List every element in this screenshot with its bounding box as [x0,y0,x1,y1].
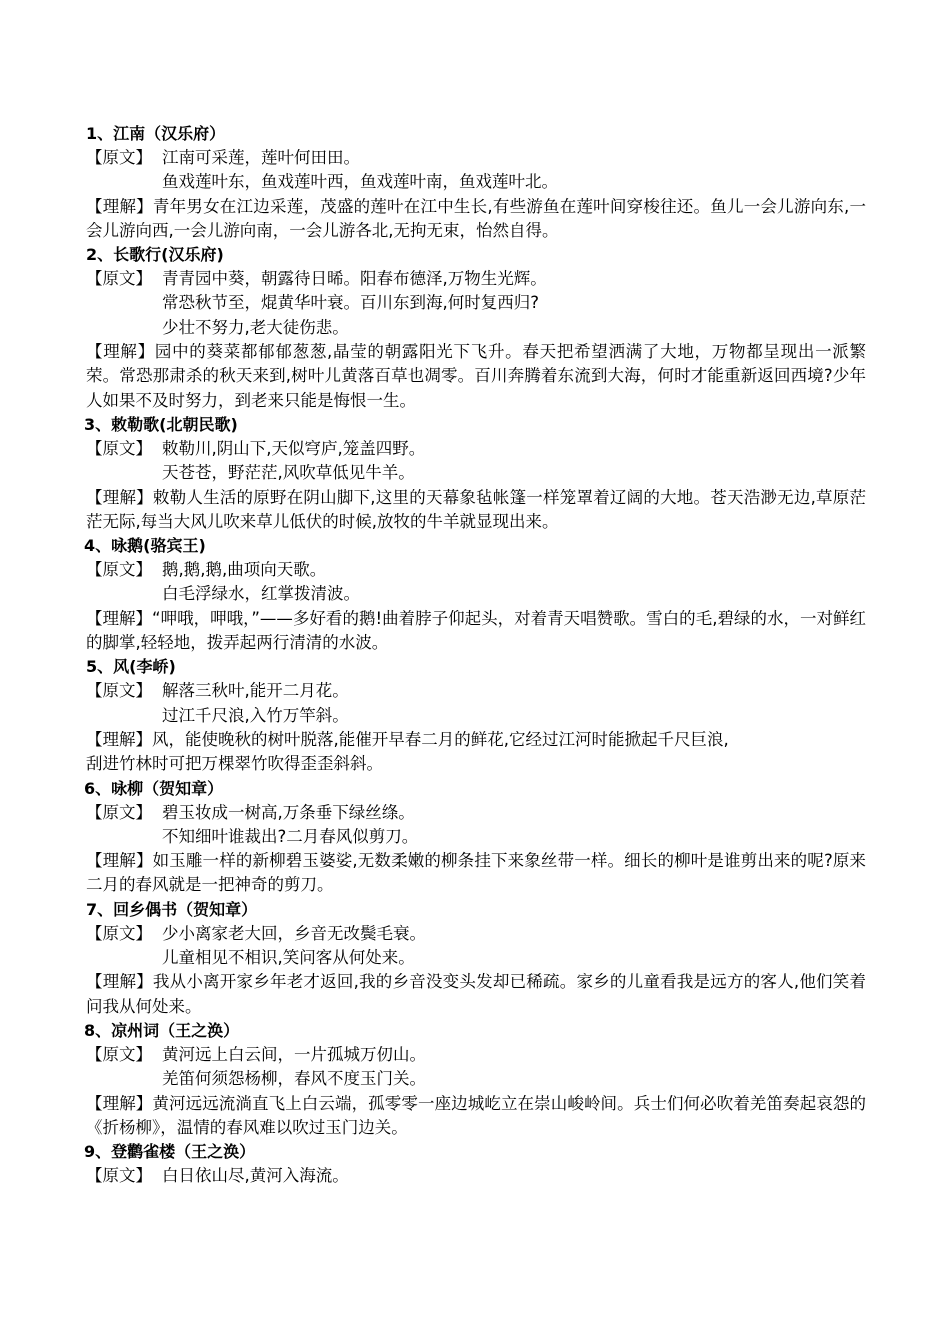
explanation-text [86,340,866,413]
poem-section [86,1019,866,1140]
original-label: 【原文】 [86,681,152,701]
explanation-body: 黄河远远流淌直飞上白云端，孤零零一座边城屹立在崇山峻岭间。兵士们何必吹着羌笛奏起哀怨的《折杨柳》，温情的春风难以吹过玉门边关。 [86,1093,867,1137]
original-text [86,558,866,582]
poem-section [86,655,866,776]
explanation-text [86,486,866,535]
poem-title: 1、江南（汉乐府） [86,124,226,143]
poem-section [86,243,866,413]
poem-list [86,122,866,1188]
explanation-body: 园中的葵菜都郁郁葱葱,晶莹的朝露阳光下飞升。春天把希望洒满了大地，万物都呈现出一派繁荣。常恐那肃杀的秋天来到,树叶儿黄落百草也凋零。百川奔腾着东流到大海，何时才能重新返回西境?少年人如果不及时努力，到老来只能是悔恨一生。 [86,342,867,410]
original-line: 白日依山尽,黄河入海流。 [162,1166,349,1186]
original-text [86,1043,866,1067]
poem-section [86,898,866,1019]
poem-title: 6、咏柳（贺知章） [84,778,224,798]
original-label: 【原文】 [86,148,152,167]
explanation-label: 【理解】 [86,851,153,871]
original-line: 江南可采莲，莲叶何田田。 [162,148,360,167]
explanation-text [86,970,866,1019]
original-line: 青青园中葵，朝露待日晞。阳春布德泽,万物生光辉。 [162,269,547,289]
original-line: 常恐秋节至，焜黄华叶衰。百川东到海,何时复西归? [162,293,540,313]
explanation-text [86,1092,866,1141]
original-line: 过江千尺浪,入竹万竿斜。 [162,705,349,725]
explanation-body: 我从小离开家乡年老才返回,我的乡音没变头发却已稀疏。家乡的儿童看我是远方的客人,他们笑着问我从何处来。 [86,972,867,1016]
explanation-label: 【理解】 [86,972,153,992]
explanation-label: 【理解】 [86,342,155,362]
original-text [86,267,866,291]
poem-section [86,122,866,243]
poem-title: 7、回乡偶书（贺知章） [86,899,258,919]
original-text [86,922,866,946]
poem-section [86,534,866,655]
original-line: 解落三秋叶,能开二月花。 [162,681,349,701]
poem-title: 3、敕勒歌(北朝民歌) [84,414,238,434]
poem-title: 4、咏鹅(骆宾王) [84,536,206,556]
original-label: 【原文】 [86,1166,152,1186]
original-line: 鱼戏莲叶东，鱼戏莲叶西，鱼戏莲叶南，鱼戏莲叶北。 [162,172,558,192]
original-line: 鹅,鹅,鹅,曲项向天歌。 [162,560,327,580]
original-text [86,437,866,461]
poem-title: 5、风(李峤) [86,657,176,677]
poem-title: 2、长歌行(汉乐府) [86,245,224,265]
explanation-label: 【理解】 [86,608,153,628]
explanation-text [86,728,866,752]
explanation-body: 如玉雕一样的新柳碧玉婆娑,无数柔嫩的柳条挂下来象丝带一样。细长的柳叶是谁剪出来的呢?原来二月的春风就是一把神奇的剪刀。 [86,851,867,895]
explanation-body: 青年男女在江边采莲，茂盛的莲叶在江中生长,有些游鱼在莲叶间穿梭往还。鱼儿一会儿游向东,一会儿游向西,一会儿游向南，一会儿游各北,无拘无束，怡然自得。 [86,196,867,240]
explanation-text [86,849,866,898]
original-line: 白毛浮绿水，红掌拨清波。 [162,584,360,604]
explanation-label: 【理解】 [86,729,152,749]
explanation-label: 【理解】 [86,487,153,507]
explanation-label: 【理解】 [86,1093,153,1113]
explanation-line: 风，能使晚秋的树叶脱落,能催开早春二月的鲜花,它经过江河时能掀起千尺巨浪, [152,729,729,749]
original-line: 少壮不努力,老大徒伤悲。 [162,317,349,337]
original-line: 天苍苍，野茫茫,风吹草低见牛羊。 [162,463,415,483]
explanation-text [86,607,866,656]
explanation-body: “呷哦，呷哦，”——多好看的鹅!曲着脖子仰起头，对着青天唱赞歌。雪白的毛,碧绿的水，一对鲜红的脚掌,轻轻地，拨弄起两行清清的水波。 [86,608,866,653]
original-line: 黄河远上白云间，一片孤城万仞山。 [162,1044,426,1064]
original-line: 敕勒川,阴山下,天似穹庐,笼盖四野。 [162,438,426,458]
explanation-body: 敕勒人生活的原野在阴山脚下,这里的天幕象毡帐篷一样笼罩着辽阔的大地。苍天浩渺无边,草原茫茫无际,每当大风儿吹来草儿低伏的时候,放牧的牛羊就显现出来。 [86,487,867,531]
original-label: 【原文】 [86,1044,152,1064]
explanation-line: 刮进竹林时可把万棵翠竹吹得歪歪斜斜。 [86,754,383,774]
poem-title: 8、凉州词（王之涣） [84,1020,240,1040]
original-text [86,1164,866,1188]
original-label: 【原文】 [86,269,152,289]
original-text [86,801,866,825]
original-text [86,146,866,170]
poem-section [86,1140,866,1188]
original-label: 【原文】 [86,438,152,458]
original-label: 【原文】 [86,802,152,822]
explanation-text [86,752,866,776]
original-line: 少小离家老大回，乡音无改鬓毛衰。 [162,923,426,943]
poem-section [86,413,866,534]
original-line: 碧玉妆成一树高,万条垂下绿丝绦。 [162,802,415,822]
poem-section [86,777,866,898]
original-label: 【原文】 [86,923,152,943]
poem-title: 9、登鹳雀楼（王之涣） [84,1142,256,1162]
original-text [86,679,866,703]
explanation-label: 【理解】 [86,196,153,216]
original-label: 【原文】 [86,560,152,580]
original-line: 羌笛何须怨杨柳，春风不度玉门关。 [162,1069,426,1089]
explanation-text [86,195,866,244]
original-line: 不知细叶谁裁出?二月春风似剪刀。 [162,826,419,846]
original-line: 儿童相见不相识,笑问客从何处来。 [162,948,415,968]
